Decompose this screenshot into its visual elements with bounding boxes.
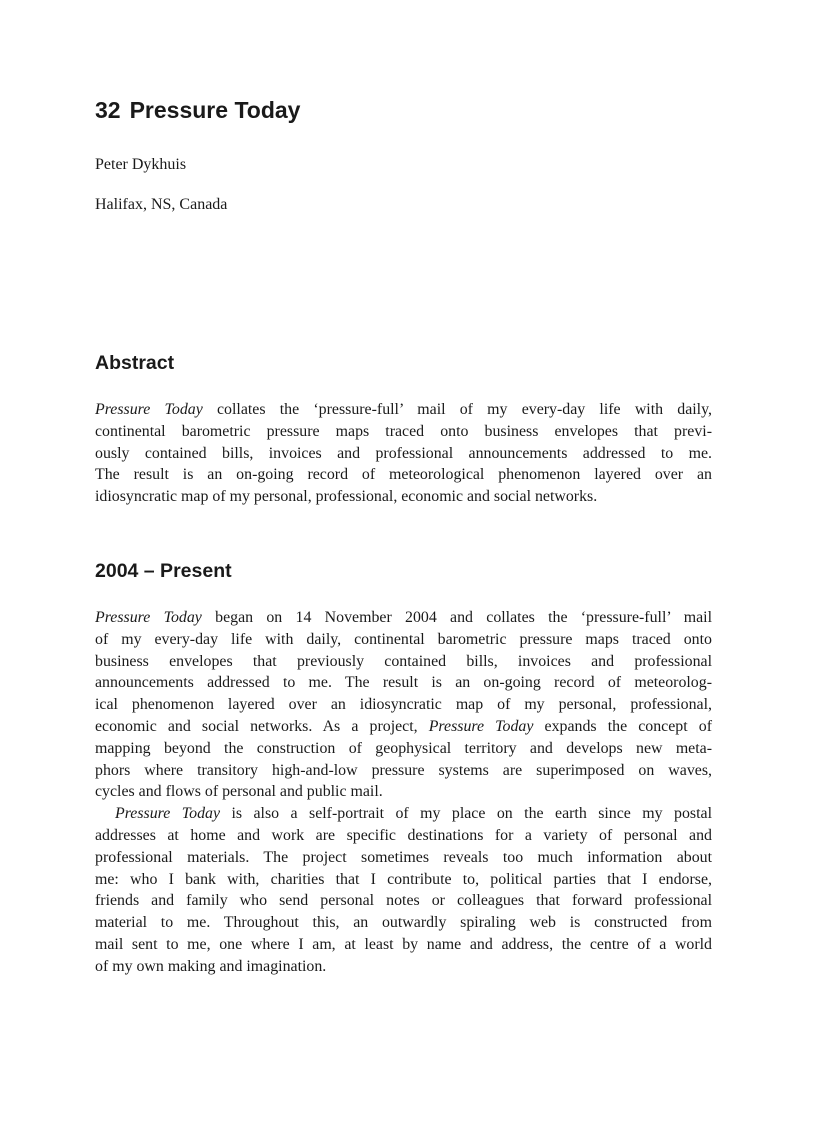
italic-title-text: Pressure Today <box>95 609 202 626</box>
body-text: professional materials. The project sometimes reveals too much information about <box>95 848 712 866</box>
body-text: me: who I bank with, charities that I contribute to, political parties that I endorse, <box>95 870 712 888</box>
paragraph-2-line <box>95 934 712 956</box>
paragraph-1-line <box>95 738 712 760</box>
body-text: of my own making and imagination. <box>95 957 327 975</box>
section-body-2004-present <box>95 607 712 978</box>
body-text: ical phenomenon layered over an idiosyncratic map of my personal, professional, <box>95 696 712 714</box>
body-text: material to me. Throughout this, an outwardly spiraling web is constructed from <box>95 914 712 932</box>
italic-title-text: Pressure Today <box>428 717 534 735</box>
paragraph-1-line <box>95 607 712 629</box>
abstract-line <box>95 399 712 421</box>
paragraph-2-line <box>95 825 712 847</box>
author-affiliation: Halifax, NS, Canada <box>95 196 228 213</box>
body-text: of my every-day life with daily, continental barometric pressure maps traced onto <box>95 630 712 648</box>
italic-title-text: Pressure Today <box>95 401 203 418</box>
abstract-line <box>95 443 712 465</box>
italic-title-text: Pressure Today <box>115 805 221 823</box>
chapter-title-text: Pressure Today <box>129 97 301 123</box>
body-text: phors where transitory high-and-low pressure systems are superimposed on waves, <box>95 761 712 779</box>
body-text: friends and family who send personal notes or colleagues that forward professional <box>95 892 712 910</box>
abstract-line <box>95 421 712 443</box>
body-text: economic and social networks. As a project, <box>95 717 429 735</box>
abstract-body <box>95 399 712 508</box>
paragraph-2-line <box>95 956 712 978</box>
abstract-heading: Abstract <box>95 352 175 374</box>
body-text: The result is an on-going record of meteorological phenomenon layered over an <box>95 466 712 484</box>
abstract-line <box>95 464 712 486</box>
chapter-number: 32 <box>95 97 121 123</box>
paragraph-1-line <box>95 651 712 673</box>
body-text: mapping beyond the construction of geophysical territory and develops new meta- <box>95 739 712 757</box>
paragraph-2-line <box>95 912 712 934</box>
body-text: began on 14 November 2004 and collates the ‘pressure-full’ mail <box>201 609 712 626</box>
paragraph-2-line <box>95 803 712 825</box>
paragraph-2-line <box>95 847 712 869</box>
body-text: collates the ‘pressure-full’ mail of my every-day life with daily, <box>202 401 712 418</box>
body-text: business envelopes that previously contained bills, invoices and professional <box>95 652 712 670</box>
paragraph-2-line <box>95 869 712 891</box>
paragraph-1-line <box>95 672 712 694</box>
author-name: Peter Dykhuis <box>95 156 187 173</box>
body-text: mail sent to me, one where I am, at least by name and address, the centre of a world <box>95 935 712 953</box>
paragraph-1-line <box>95 716 712 738</box>
section-heading-2004-present: 2004 – Present <box>95 560 232 582</box>
paragraph-1-line <box>95 694 712 716</box>
body-text: expands the concept of <box>533 717 712 735</box>
chapter-title <box>95 97 300 124</box>
paragraph-1-line <box>95 629 712 651</box>
body-text: ously contained bills, invoices and professional announcements addressed to me. <box>95 444 712 462</box>
paragraph-2-line <box>95 890 712 912</box>
body-text: cycles and flows of personal and public mail. <box>95 783 383 801</box>
body-text: continental barometric pressure maps traced onto business envelopes that previ- <box>95 422 712 440</box>
body-text: announcements addressed to me. The result is an on-going record of meteorolog- <box>95 674 712 692</box>
body-text: addresses at home and work are specific destinations for a variety of personal and <box>95 826 712 844</box>
paragraph-1-line <box>95 781 712 803</box>
body-text: idiosyncratic map of my personal, professional, economic and social networks. <box>95 488 598 506</box>
body-text: is also a self-portrait of my place on the earth since my postal <box>220 805 712 823</box>
paragraph-1-line <box>95 760 712 782</box>
abstract-line <box>95 486 712 508</box>
